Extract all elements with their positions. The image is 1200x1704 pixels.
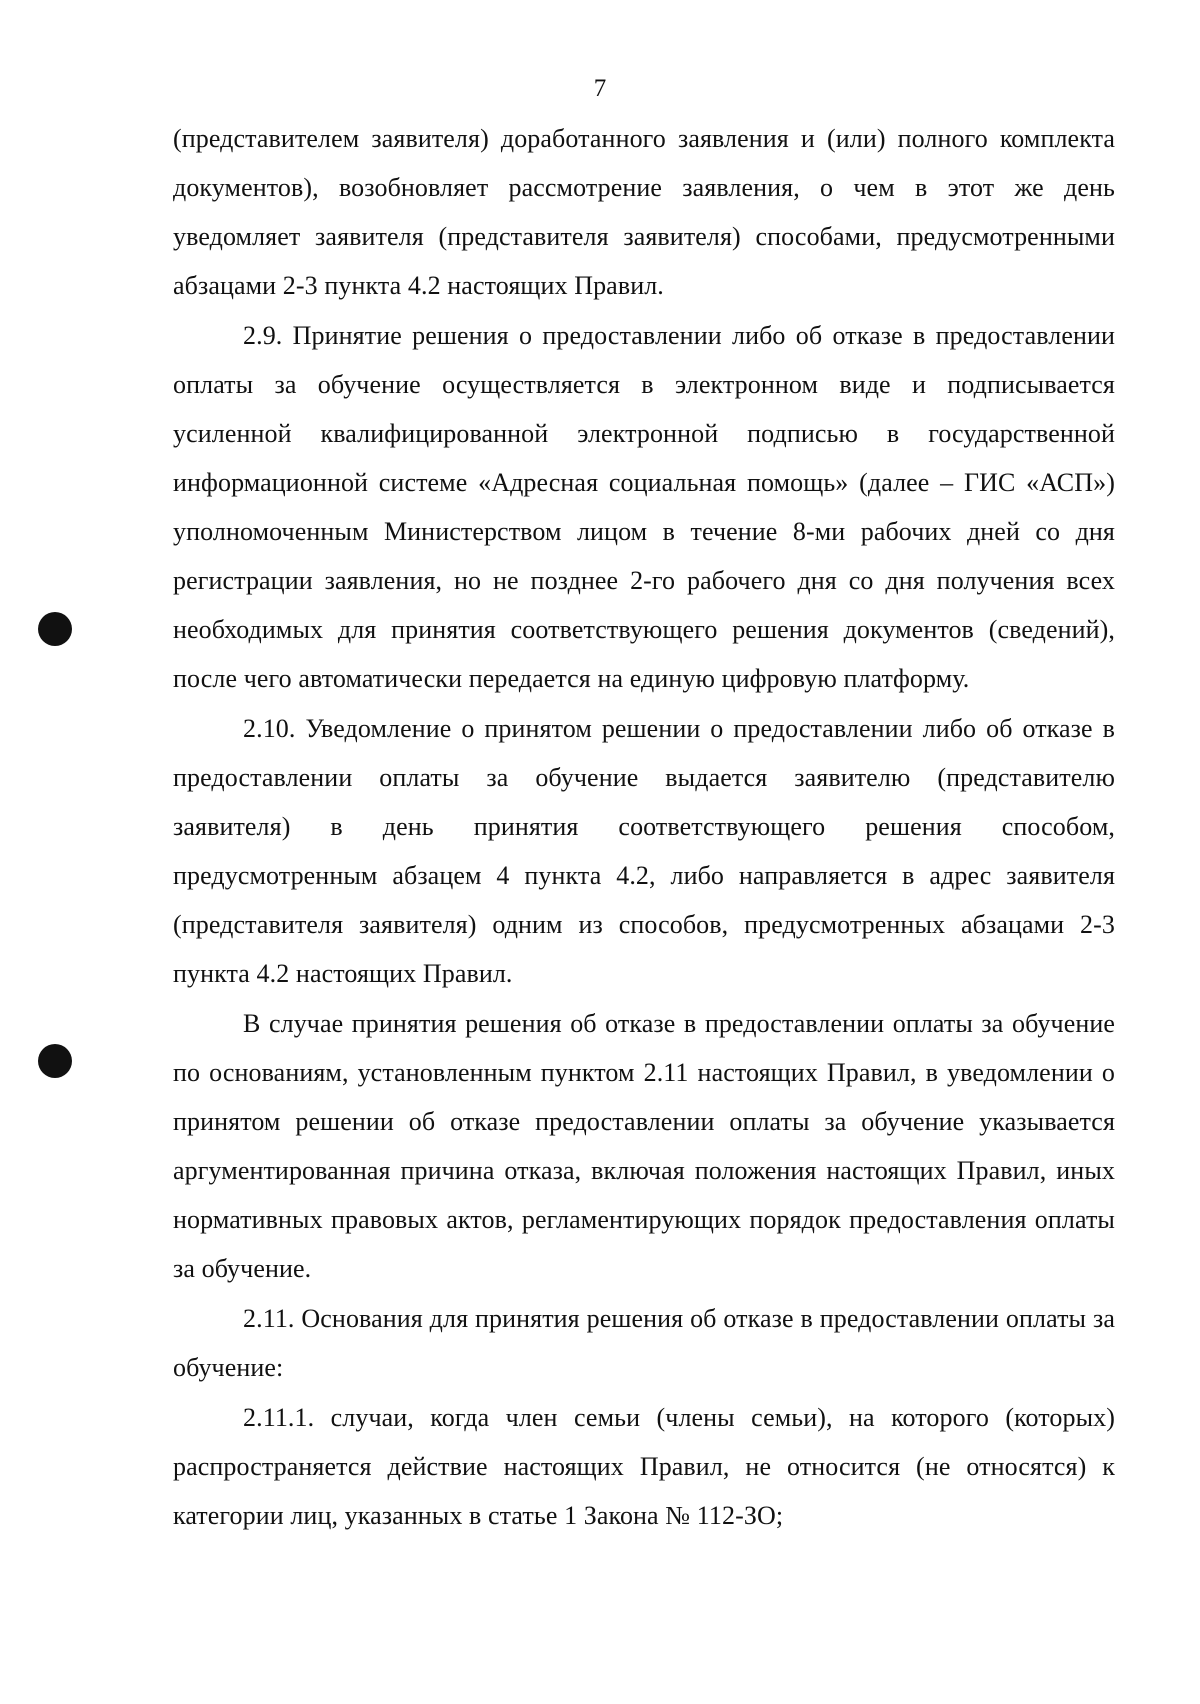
paragraph-2-11-1: 2.11.1. случаи, когда член семьи (члены семьи), на которого (которых) распространяется действие настоящих Правил, не относится (не относятся) к категории лиц, указанных в статье 1 Закона № 112-ЗО;	[173, 1403, 1115, 1530]
paragraph-2-10: 2.10. Уведомление о принятом решении о предоставлении либо об отказе в предоставлении оплаты за обучение выдается заявителю (представителю заявителя) в день принятия соответствующего решения способом, предусмотренным абзацем 4 пункта 4.2, либо направляется в адрес заявителя (представителя заявителя) одним из способов, предусмотренных абзацами 2-3 пункта 4.2 настоящих Правил.	[173, 714, 1115, 988]
binder-hole-bottom	[38, 1044, 72, 1078]
paragraph-continuation: (представителем заявителя) доработанного заявления и (или) полного комплекта документов), возобновляет рассмотрение заявления, о чем в этот же день уведомляет заявителя (представителя заявителя) способами, предусмотренными абзацами 2-3 пункта 4.2 настоящих Правил.	[173, 124, 1115, 300]
binder-hole-top	[38, 612, 72, 646]
paragraph-2-9: 2.9. Принятие решения о предоставлении либо об отказе в предоставлении оплаты за обучение осуществляется в электронном виде и подписывается усиленной квалифицированной электронной подписью в государственной информационной системе «Адресная социальная помощь» (далее – ГИС «АСП») уполномоченным Министерством лицом в течение 8-ми рабочих дней со дня регистрации заявления, но не позднее 2-го рабочего дня со дня получения всех необходимых для принятия соответствующего решения документов (сведений), после чего автоматически передается на единую цифровую платформу.	[173, 321, 1115, 693]
document-body	[173, 114, 1115, 1541]
page-number: 7	[593, 75, 607, 102]
paragraph-2-11: 2.11. Основания для принятия решения об отказе в предоставлении оплаты за обучение:	[173, 1304, 1115, 1382]
paragraph-refusal-case: В случае принятия решения об отказе в предоставлении оплаты за обучение по основаниям, установленным пунктом 2.11 настоящих Правил, в уведомлении о принятом решении об отказе предоставлении оплаты за обучение указывается аргументированная причина отказа, включая положения настоящих Правил, иных нормативных правовых актов, регламентирующих порядок предоставления оплаты за обучение.	[173, 1009, 1115, 1283]
